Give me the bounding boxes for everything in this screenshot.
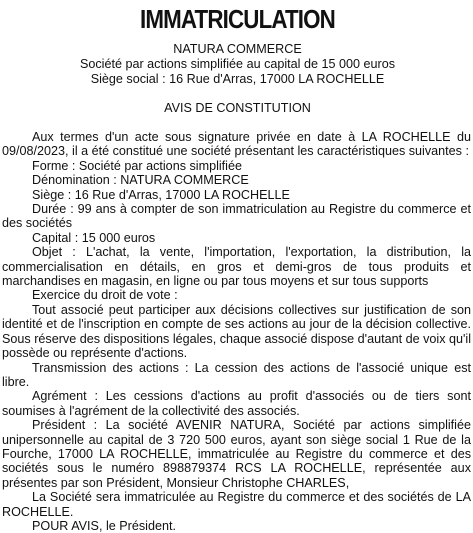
field-objet: Objet : L'achat, la vente, l'importation, l'exportation, la distribution, la commercialisation en détails, en gros et demi-gros de tous produits et marchandises en magasin, en ligne ou par tous moyens et sur tous supports [2, 245, 471, 289]
president-paragraph: Président : La société AVENIR NATURA, Société par actions simplifiée unipersonnelle au capital de 3 720 500 euros, ayant son siège social 1 Rue de la Fourche, 17000 LA ROCHELLE, immatriculée au Registre du commerce et des sociétés sous le numéro 898879374 RCS LA ROCHELLE, représentée aux présentes par son Président, Monsieur Christophe CHARLES, [2, 418, 471, 490]
field-forme: Forme : Société par actions simplifiée [32, 158, 242, 173]
company-capital: Société par actions simplifiée au capital de 15 000 euros [79, 57, 396, 71]
closing-signature: POUR AVIS, le Président. [32, 518, 176, 533]
intro-paragraph: Aux termes d'un acte sous signature privée en date à LA ROCHELLE du 09/08/2023, il a été constitué une société présentant les caractéristiques suivantes : [2, 130, 471, 159]
page-title: IMMATRICULATION [140, 4, 335, 34]
company-name: NATURA COMMERCE [173, 42, 302, 56]
vote-paragraph: Tout associé peut participer aux décisions collectives sur justification de son identité et de l'inscription en compte de ses actions au jour de la décision collective. Sous réserve des dispositions légales, chaque associé dispose d'autant de voix qu'il possède ou représente d'actions. [2, 302, 471, 361]
registration-paragraph: La Société sera immatriculée au Registre du commerce et des sociétés de LA ROCHELLE. [2, 490, 471, 519]
field-capital: Capital : 15 000 euros [32, 230, 156, 245]
company-address: Siège social : 16 Rue d'Arras, 17000 LA ROCHELLE [90, 72, 385, 86]
vote-heading: Exercice du droit de vote : [32, 288, 178, 303]
transmission-paragraph: Transmission des actions : La cession des actions de l'associé unique est libre. [2, 360, 471, 389]
field-siege: Siège : 16 Rue d'Arras, 17000 LA ROCHELLE [32, 187, 290, 202]
agrement-paragraph: Agrément : Les cessions d'actions au profit d'associés ou de tiers sont soumises à l'agrément de la collectivité des associés. [2, 389, 471, 418]
spacer [2, 87, 473, 101]
spacer [2, 116, 473, 130]
notice-body [2, 130, 473, 533]
field-duree: Durée : 99 ans à compter de son immatriculation au Registre du commerce et des sociétés [2, 202, 471, 231]
notice-heading: AVIS DE CONSTITUTION [164, 101, 311, 115]
field-denomination: Dénomination : NATURA COMMERCE [32, 173, 249, 188]
